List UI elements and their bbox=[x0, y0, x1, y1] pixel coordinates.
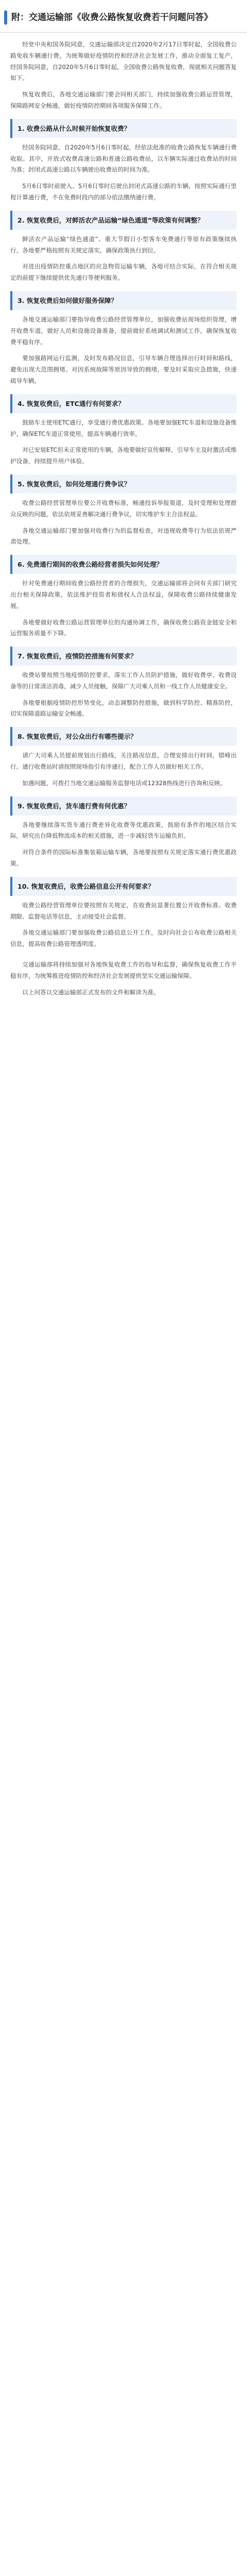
qa-item bbox=[10, 555, 237, 639]
article-header bbox=[0, 0, 247, 33]
qa-answer: 对符合条件的国际标准集装箱运输车辆，各地要按照有关规定落实通行费优惠政策。 bbox=[10, 849, 237, 868]
qa-item bbox=[10, 211, 237, 284]
qa-question: 5. 恢复收费后，如何处理通行费争议？ bbox=[10, 474, 237, 494]
qa-answer: 5月6日零时前驶入、5月6日零时后驶出封闭式高速公路的车辆，按照实际通行里程计算通行费，不在免费时段内的部分依法缴纳通行费。 bbox=[10, 182, 237, 201]
qa-answer: 请广大司乘人员提前规划出行路线，关注路况信息，合理安排出行时间，错峰出行。通行收费站时请按照现场指引有序通行，配合工作人员做好相关工作。 bbox=[10, 752, 237, 771]
qa-answer: 鲜活农产品运输“绿色通道”、重大节假日小型客车免费通行等原有政策继续执行，各地要严格按照有关规定落实，确保政策执行到位。 bbox=[10, 235, 237, 254]
qa-answer: 各地交通运输部门要加强对收费行为的监督检查，对违规收费等行为依法依规严肃处理。 bbox=[10, 527, 237, 546]
qa-question: 7. 恢复收费后，疫情防控措施有何要求？ bbox=[10, 647, 237, 666]
qa-answer: 各地要根据疫情防控形势变化，动态调整防控措施，做到科学防控、精准防控，切实保障道路运输安全畅通。 bbox=[10, 699, 237, 718]
closing-paragraph: 交通运输部将持续加强对各地恢复收费工作的指导和监督，确保恢复收费工作平稳有序，为统筹推进疫情防控和经济社会发展提供坚实交通运输保障。 bbox=[10, 961, 237, 979]
article-title: 附：交通运输部《收费公路恢复收费若干问题问答》 bbox=[11, 12, 213, 23]
qa-answer: 对进出疫情防控重点地区的应急物资运输车辆，各地可结合实际，在符合相关规定的前提下继续提供优先通行等便利服务。 bbox=[10, 263, 237, 282]
closing-paragraph: 以上问答以交通运输部正式发布的文件和解读为准。 bbox=[22, 988, 160, 996]
qa-item bbox=[10, 119, 237, 204]
article-content bbox=[0, 33, 247, 1048]
qa-question: 8. 恢复收费后，对公众出行有哪些提示？ bbox=[10, 727, 237, 746]
qa-answer: 收费公路经营管理单位要公开收费标准，畅通投诉举报渠道，及时受理和处理群众反映的问题，依法依规妥善解决通行费争议，切实维护车主合法权益。 bbox=[10, 499, 237, 518]
qa-question: 9. 恢复收费后，货车通行费有何优惠？ bbox=[10, 796, 237, 816]
qa-answer: 收费公路经营管理单位要按照有关规定，在收费站显著位置公开收费标准、收费期限、监督电话等信息，主动接受社会监督。 bbox=[10, 901, 237, 920]
qa-item bbox=[10, 394, 237, 467]
qa-question: 4. 恢复收费后，ETC通行有何要求？ bbox=[10, 394, 237, 413]
qa-answer: 各地要做好收费公路运营管理单位的沟通协调工作，确保收费公路资金链安全和运营服务质量不下降。 bbox=[10, 618, 237, 637]
qa-question: 6. 免费通行期间的收费公路经营者损失如何处理？ bbox=[10, 555, 237, 574]
qa-answer: 收费站要按照当地疫情防控要求，落实工作人员防护措施，做好收费亭、收费设备等的日常清洁消毒，减少人员接触，保障广大司乘人员和一线工作人员健康安全。 bbox=[10, 671, 237, 690]
qa-answer: 各地交通运输部门要加强收费公路信息公开工作，及时向社会公布收费公路相关信息，提高收费公路管理透明度。 bbox=[10, 929, 237, 948]
qa-answer: 鼓励车主使用ETC通行，享受通行费优惠政策。各地要加强ETC车道和设施设备维护，确保ETC车道正常使用，提高车辆通行效率。 bbox=[10, 418, 237, 437]
intro-paragraph: 恢复收费后，各地交通运输部门要会同相关部门，持续加强收费公路运营管理，保障路网安全畅通，做好疫情防控期间各项服务保障工作。 bbox=[10, 91, 237, 109]
qa-question: 3. 恢复收费后如何做好服务保障？ bbox=[10, 291, 237, 310]
qa-item bbox=[10, 291, 237, 387]
qa-list bbox=[10, 119, 237, 950]
spacer bbox=[10, 955, 237, 959]
qa-answer: 经国务院同意，自2020年5月6日零时起，经依法批准的收费公路恢复车辆通行费收取。其中，开放式收费高速公路和普通公路收费站，以车辆实际通过收费站的时间为准；封闭式高速公路以车辆驶出收费站的时间为准。 bbox=[10, 143, 237, 174]
qa-question: 1. 收费公路从什么时候开始恢复收费？ bbox=[10, 119, 237, 138]
qa-answer: 对已安装ETC但未正常使用的车辆，各地要做好宣传解释，引导车主及时激活或维护设备，持续提升用户体验。 bbox=[10, 446, 237, 465]
footer-space bbox=[10, 1003, 237, 1034]
intro-paragraph: 经党中央和国务院同意，交通运输部决定自2020年2月17日零时起，全国收费公路免收车辆通行费。为统筹做好疫情防控和经济社会发展工作，推动全面复工复产，经国务院同意，自2020年5月6日零时起，全国收费公路恢复收费，现就相关问题答复如下。 bbox=[10, 41, 237, 82]
qa-answer: 要加强路网运行监测，及时发布路况信息，引导车辆合理选择出行时间和路线，避免出现大范围拥堵。对因系统故障等原因导致的拥堵，要及时采取应急措施，快速疏导车辆。 bbox=[10, 354, 237, 384]
qa-question: 2. 恢复收费后，对鲜活农产品运输“绿色通道”等政策有何调整？ bbox=[10, 211, 237, 230]
qa-answer: 各地交通运输部门要指导收费公路经营管理单位，加强收费站现场组织管理，增开收费车道，做好人员和设施设备准备，提前做好系统调试和测试工作，确保恢复收费平稳有序。 bbox=[10, 315, 237, 346]
qa-answer: 针对免费通行期间收费公路经营者的合理损失，交通运输部将会同有关部门研究出台相关保障政策，依法维护投资者和债权人合法权益，保障收费公路持续健康发展。 bbox=[10, 580, 237, 609]
qa-item bbox=[10, 877, 237, 950]
qa-item bbox=[10, 796, 237, 870]
qa-question: 10. 恢复收费后，收费公路信息公开有何要求？ bbox=[10, 877, 237, 896]
qa-item bbox=[10, 647, 237, 720]
qa-answer: 各地要继续落实货车通行费差异化收费等优惠政策，鼓励有条件的地区结合实际，研究出台降低物流成本的相关措施，进一步减轻货车运输负担。 bbox=[10, 821, 237, 840]
qa-answer: 如遇问题，可拨打当地交通运输服务监督电话或12328热线进行咨询和反映。 bbox=[22, 779, 226, 787]
qa-item bbox=[10, 727, 237, 789]
qa-item bbox=[10, 474, 237, 548]
